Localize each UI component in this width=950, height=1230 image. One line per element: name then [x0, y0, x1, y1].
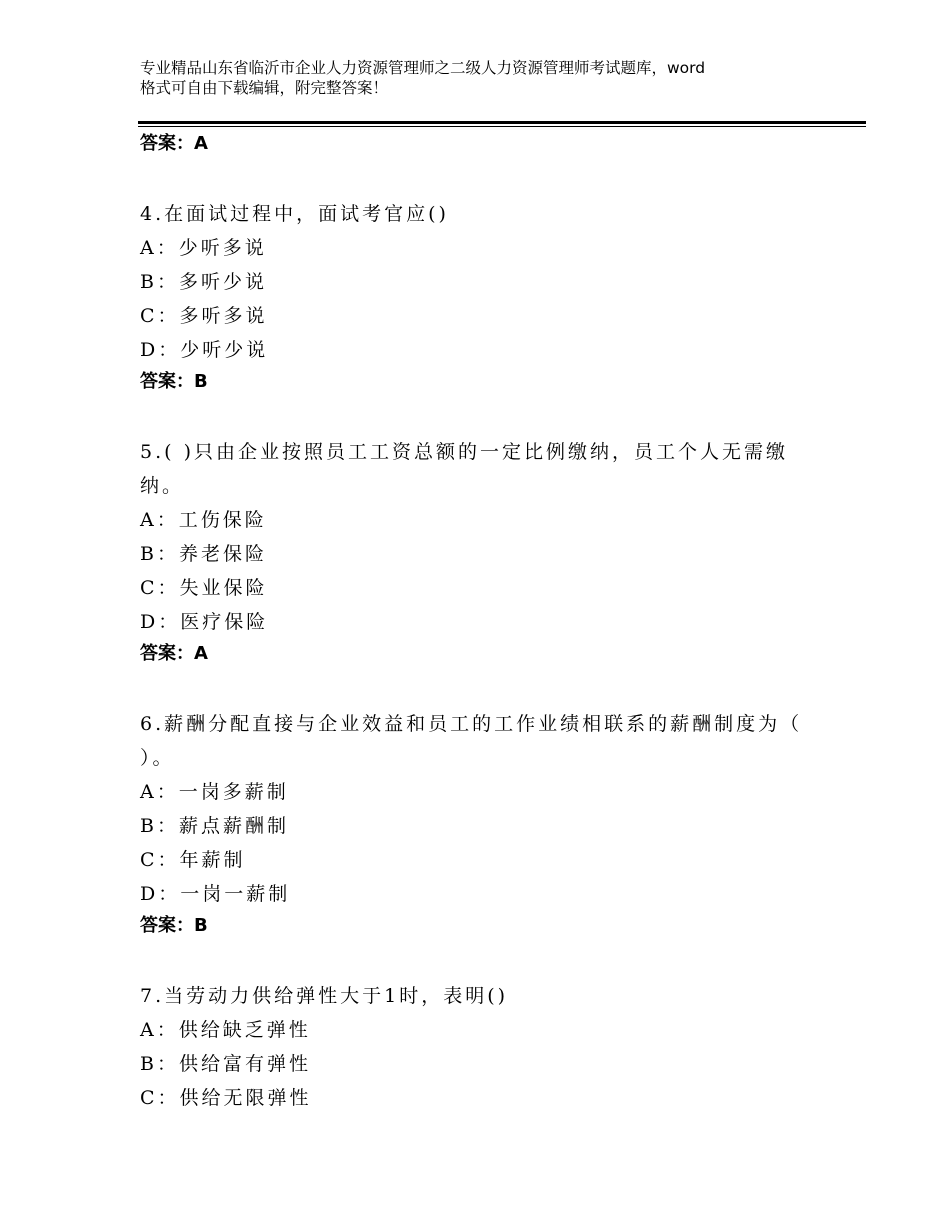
question-7-text: 7.当劳动力供给弹性大于1时，表明() [140, 985, 509, 1007]
option-a: A：少听多说 [140, 237, 267, 259]
option-a: A：供给缺乏弹性 [140, 1019, 311, 1041]
option-b: B：供给富有弹性 [140, 1053, 311, 1075]
header-rule-thick [138, 121, 866, 124]
option-a: A：一岗多薪制 [140, 781, 289, 803]
question-4 [140, 197, 840, 367]
answer-line: 答案：B [140, 371, 208, 392]
header-rule-thin [138, 126, 866, 127]
question-5 [140, 435, 840, 639]
question-list [140, 128, 840, 1115]
answer-line: 答案：A [140, 133, 208, 154]
option-a: A：工伤保险 [140, 509, 267, 531]
option-c: C：多听多说 [140, 305, 268, 327]
option-d: D：少听少说 [140, 339, 269, 361]
option-d: D：一岗一薪制 [140, 883, 291, 905]
option-b: B：薪点薪酬制 [140, 815, 289, 837]
option-c: C：年薪制 [140, 849, 246, 871]
option-d: D：医疗保险 [140, 611, 269, 633]
question-7 [140, 979, 840, 1115]
option-b: B：养老保险 [140, 543, 267, 565]
question-4-text: 4.在面试过程中，面试考官应() [140, 203, 449, 225]
question-5-text-line-1: 5.( )只由企业按照员工工资总额的一定比例缴纳，员工个人无需缴 [140, 441, 788, 463]
question-6-text-line-1: 6.薪酬分配直接与企业效益和员工的工作业绩相联系的薪酬制度为（ [140, 713, 803, 735]
answer-line: 答案：A [140, 643, 208, 664]
option-c: C：失业保险 [140, 577, 268, 599]
option-b: B：多听少说 [140, 271, 267, 293]
document-header: 专业精品山东省临沂市企业人力资源管理师之二级人力资源管理师考试题库，word 格式可自由下载编辑，附完整答案！ [140, 59, 706, 97]
option-c: C：供给无限弹性 [140, 1087, 312, 1109]
answer-line: 答案：B [140, 915, 208, 936]
question-5-text-line-2: 纳。 [140, 475, 185, 497]
question-6-text-line-2: ）。 [140, 747, 175, 769]
question-6 [140, 707, 840, 911]
